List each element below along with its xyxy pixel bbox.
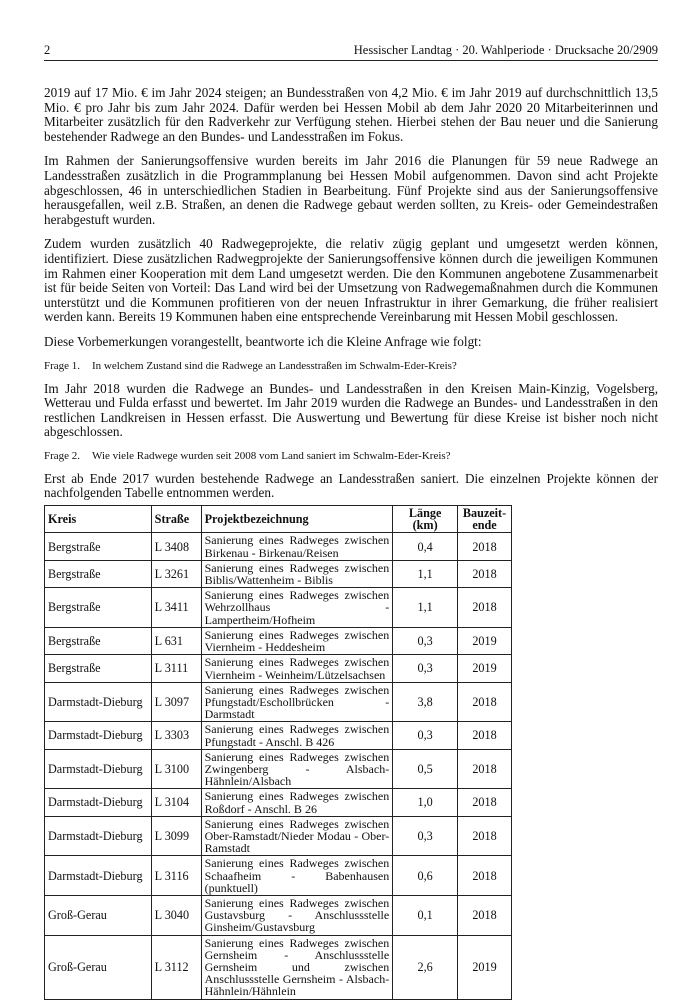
cell-bauzeitende: 2018 xyxy=(458,749,512,789)
table-header-row xyxy=(45,506,512,533)
header-projektbezeichnung: Projektbezeichnung xyxy=(201,506,393,533)
cell-laenge: 2,6 xyxy=(393,935,458,999)
cell-bauzeitende: 2018 xyxy=(458,856,512,896)
cell-strasse: L 631 xyxy=(151,627,201,654)
cell-bauzeitende: 2018 xyxy=(458,560,512,587)
cell-laenge: 0,6 xyxy=(393,856,458,896)
table-row xyxy=(45,722,512,749)
paragraph: 2019 auf 17 Mio. € im Jahr 2024 steigen; an Bundesstraßen von 4,2 Mio. € im Jahr 2019 auf durchschnittlich 13,5 Mio. € pro Jahr bis zum Jahr 2024. Dafür werden bei Hessen Mobil ab dem Jahr 2020 20 Mitarbeiterinnen und Mitarbeiter zusätzlich für den Radverkehr zur Verfügung stehen. Hierbei stehen der Bau neuer und die Sanierung bestehender Radwege an den Bundes- und Landesstraßen im Fokus. xyxy=(44,85,658,144)
cell-kreis: Bergstraße xyxy=(45,560,152,587)
question-2-text: Wie viele Radwege wurden seit 2008 vom Land saniert im Schwalm-Eder-Kreis? xyxy=(92,449,451,462)
cell-strasse: L 3100 xyxy=(151,749,201,789)
table-row xyxy=(45,935,512,999)
cell-projektbezeichnung: Sanierung eines Radweges zwischen Pfungstadt/Eschollbrücken - Darmstadt xyxy=(201,682,393,722)
cell-kreis: Bergstraße xyxy=(45,655,152,682)
cell-kreis: Bergstraße xyxy=(45,627,152,654)
table-row xyxy=(45,655,512,682)
cell-kreis: Bergstraße xyxy=(45,588,152,628)
header-strasse: Straße xyxy=(151,506,201,533)
projects-table xyxy=(44,505,512,1000)
question-2 xyxy=(44,450,658,463)
cell-projektbezeichnung: Sanierung eines Radweges zwischen Viernheim - Heddesheim xyxy=(201,627,393,654)
header-kreis: Kreis xyxy=(45,506,152,533)
cell-bauzeitende: 2018 xyxy=(458,895,512,935)
cell-projektbezeichnung: Sanierung eines Radweges zwischen Gustavsburg - Anschlussstelle Ginsheim/Gustavsburg xyxy=(201,895,393,935)
cell-kreis: Darmstadt-Dieburg xyxy=(45,749,152,789)
cell-laenge: 0,3 xyxy=(393,722,458,749)
cell-strasse: L 3303 xyxy=(151,722,201,749)
cell-projektbezeichnung: Sanierung eines Radweges zwischen Ober-Ramstadt/Nieder Modau - Ober-Ramstadt xyxy=(201,816,393,856)
cell-bauzeitende: 2018 xyxy=(458,816,512,856)
cell-projektbezeichnung: Sanierung eines Radweges zwischen Birkenau - Birkenau/Reisen xyxy=(201,533,393,560)
table-row xyxy=(45,816,512,856)
cell-laenge: 0,1 xyxy=(393,895,458,935)
cell-laenge: 0,5 xyxy=(393,749,458,789)
cell-projektbezeichnung: Sanierung eines Radweges zwischen Biblis/Wattenheim - Biblis xyxy=(201,560,393,587)
question-1-text: In welchem Zustand sind die Radwege an Landesstraßen im Schwalm-Eder-Kreis? xyxy=(92,359,457,372)
cell-kreis: Groß-Gerau xyxy=(45,935,152,999)
cell-kreis: Darmstadt-Dieburg xyxy=(45,789,152,816)
question-2-number: Frage 2. xyxy=(44,449,81,462)
cell-strasse: L 3411 xyxy=(151,588,201,628)
cell-projektbezeichnung: Sanierung eines Radweges zwischen Pfungstadt - Anschl. B 426 xyxy=(201,722,393,749)
cell-projektbezeichnung: Sanierung eines Radweges zwischen Viernheim - Weinheim/Lützelsachsen xyxy=(201,655,393,682)
cell-projektbezeichnung: Sanierung eines Radweges zwischen Zwingenberg - Alsbach-Hähnlein/Alsbach xyxy=(201,749,393,789)
paragraph: Zudem wurden zusätzlich 40 Radwegeprojekte, die relativ zügig geplant und umgesetzt werden können, identifiziert. Diese zusätzlichen Radwegprojekte der Sanierungsoffensive können durch die jeweiligen Kommunen im Rahmen einer Kooperation mit dem Land umgesetzt werden. Die den Kommunen angebotene Zusammenarbeit ist für beide Seiten von Vorteil: Das Land wird bei der Umsetzung von Radwegemaßnahmen durch die Kommunen unterstützt und die Kommunen profitieren von der neuen Infrastruktur in ihrer Gemarkung, die früher realisiert werden kann. Bereits 19 Kommunen haben eine entsprechende Vereinbarung mit Hessen Mobil geschlossen. xyxy=(44,236,658,325)
cell-strasse: L 3408 xyxy=(151,533,201,560)
table-row xyxy=(45,533,512,560)
cell-kreis: Darmstadt-Dieburg xyxy=(45,682,152,722)
cell-projektbezeichnung: Sanierung eines Radweges zwischen Wehrzollhaus - Lampertheim/Hofheim xyxy=(201,588,393,628)
cell-strasse: L 3097 xyxy=(151,682,201,722)
paragraph: Diese Vorbemerkungen vorangestellt, beantworte ich die Kleine Anfrage wie folgt: xyxy=(44,333,482,349)
cell-strasse: L 3040 xyxy=(151,895,201,935)
table-row xyxy=(45,627,512,654)
cell-strasse: L 3111 xyxy=(151,655,201,682)
cell-kreis: Darmstadt-Dieburg xyxy=(45,722,152,749)
table-row xyxy=(45,856,512,896)
header-bauzeitende: Bauzeit-ende xyxy=(458,506,512,533)
cell-kreis: Darmstadt-Dieburg xyxy=(45,816,152,856)
cell-laenge: 3,8 xyxy=(393,682,458,722)
question-1 xyxy=(44,360,658,373)
table-row xyxy=(45,588,512,628)
answer-1: Im Jahr 2018 wurden die Radwege an Bundes- und Landesstraßen in den Kreisen Main-Kinzig, Vogelsberg, Wetterau und Fulda erfasst und bewertet. Im Jahr 2019 wurden die Radwege an Bundes- und Landesstraßen in den restlichen Landkreisen in Hessen erfasst. Die Auswertung und Bewertung für diese Kreise ist bisher noch nicht abgeschlossen. xyxy=(44,380,658,440)
table-row xyxy=(45,895,512,935)
cell-bauzeitende: 2018 xyxy=(458,789,512,816)
cell-bauzeitende: 2019 xyxy=(458,655,512,682)
cell-strasse: L 3112 xyxy=(151,935,201,999)
table-row xyxy=(45,749,512,789)
cell-laenge: 0,4 xyxy=(393,533,458,560)
cell-projektbezeichnung: Sanierung eines Radweges zwischen Gernsheim - Anschlussstelle Gernsheim und zwischen Anschlussstelle Gernsheim - Alsbach-Hähnlein/Hähnlein xyxy=(201,935,393,999)
header-laenge: Länge (km) xyxy=(393,506,458,533)
cell-kreis: Bergstraße xyxy=(45,533,152,560)
cell-laenge: 0,3 xyxy=(393,655,458,682)
cell-bauzeitende: 2018 xyxy=(458,722,512,749)
cell-bauzeitende: 2018 xyxy=(458,588,512,628)
cell-bauzeitende: 2018 xyxy=(458,682,512,722)
page-header xyxy=(44,40,658,61)
cell-kreis: Darmstadt-Dieburg xyxy=(45,856,152,896)
cell-bauzeitende: 2019 xyxy=(458,627,512,654)
cell-laenge: 1,1 xyxy=(393,588,458,628)
cell-projektbezeichnung: Sanierung eines Radweges zwischen Schaafheim - Babenhausen (punktuell) xyxy=(201,856,393,896)
question-1-number: Frage 1. xyxy=(44,359,81,372)
cell-bauzeitende: 2019 xyxy=(458,935,512,999)
table-row xyxy=(45,789,512,816)
table-row xyxy=(45,682,512,722)
cell-projektbezeichnung: Sanierung eines Radweges zwischen Roßdorf - Anschl. B 26 xyxy=(201,789,393,816)
running-title: Hessischer Landtag · 20. Wahlperiode · Drucksache 20/2909 xyxy=(353,43,658,57)
document-body xyxy=(44,86,658,1000)
table-row xyxy=(45,560,512,587)
cell-laenge: 1,0 xyxy=(393,789,458,816)
cell-bauzeitende: 2018 xyxy=(458,533,512,560)
page-number: 2 xyxy=(44,43,51,57)
cell-strasse: L 3261 xyxy=(151,560,201,587)
cell-kreis: Groß-Gerau xyxy=(45,895,152,935)
answer-2: Erst ab Ende 2017 wurden bestehende Radwege an Landesstraßen saniert. Die einzelnen Projekte können der nachfolgenden Tabelle entnommen werden. xyxy=(44,470,658,501)
table-body xyxy=(45,533,512,999)
cell-strasse: L 3099 xyxy=(151,816,201,856)
cell-strasse: L 3116 xyxy=(151,856,201,896)
cell-strasse: L 3104 xyxy=(151,789,201,816)
paragraph: Im Rahmen der Sanierungsoffensive wurden bereits im Jahr 2016 die Planungen für 59 neue Radwege an Landesstraßen zusätzlich in die Programmplanung bei Hessen Mobil aufgenommen. Davon sind acht Projekte abgeschlossen, 46 in unterschiedlichen Stadien in Bearbeitung. Fünf Projekte sind aus der Sanierungsoffensive herausgefallen, weil z.B. Straßen, an denen die Radwege gebaut werden sollten, zu Kreis- oder Gemeindestraßen herabgestuft wurden. xyxy=(44,153,658,227)
cell-laenge: 1,1 xyxy=(393,560,458,587)
cell-laenge: 0,3 xyxy=(393,816,458,856)
cell-laenge: 0,3 xyxy=(393,627,458,654)
